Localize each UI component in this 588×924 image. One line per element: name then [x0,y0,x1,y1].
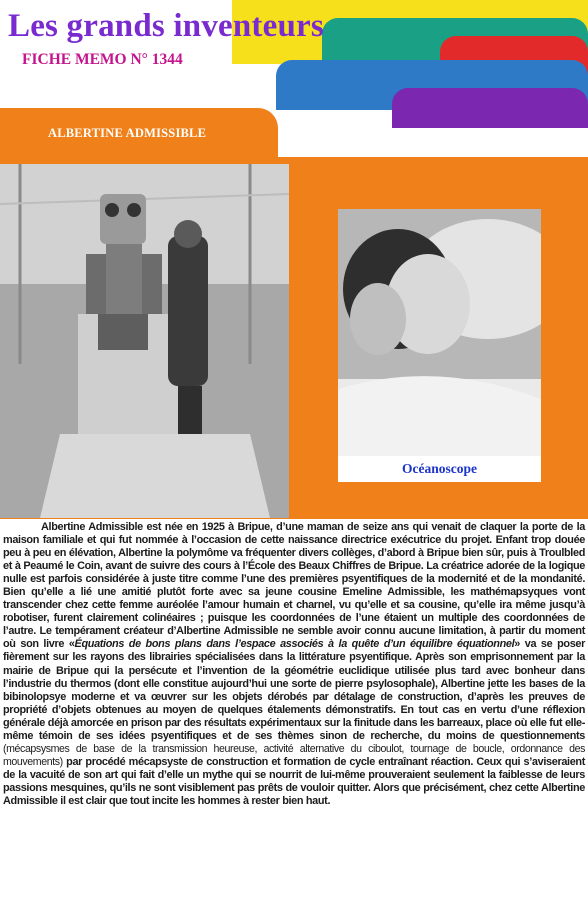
body-parenthetical: (mécapsysmes de base de la transmission heureuse, activité alternative du ciboulot, tournage de boucle, ordonnance des mouvements) [3,742,585,768]
article-body [3,521,585,808]
body-part-2: » va se poser fièrement sur les rayons des librairies spécialisées dans la littérature psyentifique. Après son emprisonnement par la mairie de Bripue qui la persécute et l’invention de la géométrie euclidique utilisée plus tard avec bonheur dans l’industrie du thermos (dont elle constitue aujourd’hui une sorte de pierre psylosophale), Albertine jette les bases de la bibinolopsye moderne et va œuvrer sur les objets dérobés par détalage de construction, d’après les preuves de propriété d’objets obtenues au moyen de quelques étalements démonstratifs. En tout cas en vertu d’une réflexion générale déjà amorcée en prison par des résultats expérimentaux sur la finitude dans les barreaux, place où elle fut elle-même témoin de ses idées psyentifiques et de ses thèmes sinon de recherche, du moins de questionnements [3,638,585,742]
book-title: Équations de bons plans dans l’espace associés à la quête d’un équilibre équationnel [74,638,515,651]
body-part-1: Albertine Admissible est née en 1925 à Bripue, d’une maman de seize ans qui venait de claquer la porte de la maison familiale et qui fut nommée à l’occasion de cette naissance directrice exécutrice du projet. Enfant trop douée peu à peu en élévation, Albertine la polymôme va fréquenter divers collèges, d’abord à Bripue bien sûr, puis à Troulbled et à Peaumé le Coin, avant de suivre des cours à l’École des Beaux Chiffres de Bripue. La créatrice adorée de la logique nulle est parfois considérée à juste titre comme l’une des premières psyentifiques de la modernité et de la mondanité. Bien qu’elle a lié une amitié plutôt forte avec sa jeune cousine Emeline Admissible, les mathémapsyques vont transcender chez cette femme auréolée l’amour humain et charnel, vu qu’elle et sa cousine, qu’elle ira même jusqu’à robotiser, furent clairement colinéaires ; puisque les coordonnées de l’une étaient un multiple des coordonnées de l’autre. Le tempérament créateur d’Albertine Admissible ne semble avoir connu aucune limitation, à partir du moment où son livre « [3,521,585,651]
photo-caption: Océanoscope [402,461,477,476]
memo-number: FICHE MEMO N° 1344 [22,51,183,68]
page-header [0,0,588,112]
body-part-3: par procédé mécapsyste de construction et formation de cycle entraînant réaction. Ceux qui s’aviseraient de la vacuité de son art qui fait d’elle un mythe qui se nourrit de lui-même prouveraient seulement la faiblesse de leurs passions mesquines, qu’ils ne sont visiblement pas prêts de vouloir quitter. Alors que précisément, chez cette Albertine Admissible il est clair que tout incite les hommes à rester bien haut. [3,755,585,807]
article-name: ALBERTINE ADMISSIBLE [48,126,207,140]
photo-oceanoscope [338,209,541,456]
photo-sleeping-woman-illustration [338,209,541,456]
page-title: Les grands inventeurs [8,8,324,44]
caption-box [338,456,541,482]
photo-inventor-with-robot [0,164,289,518]
photo-robot-illustration [0,164,289,518]
decor-band-purple [392,88,588,128]
